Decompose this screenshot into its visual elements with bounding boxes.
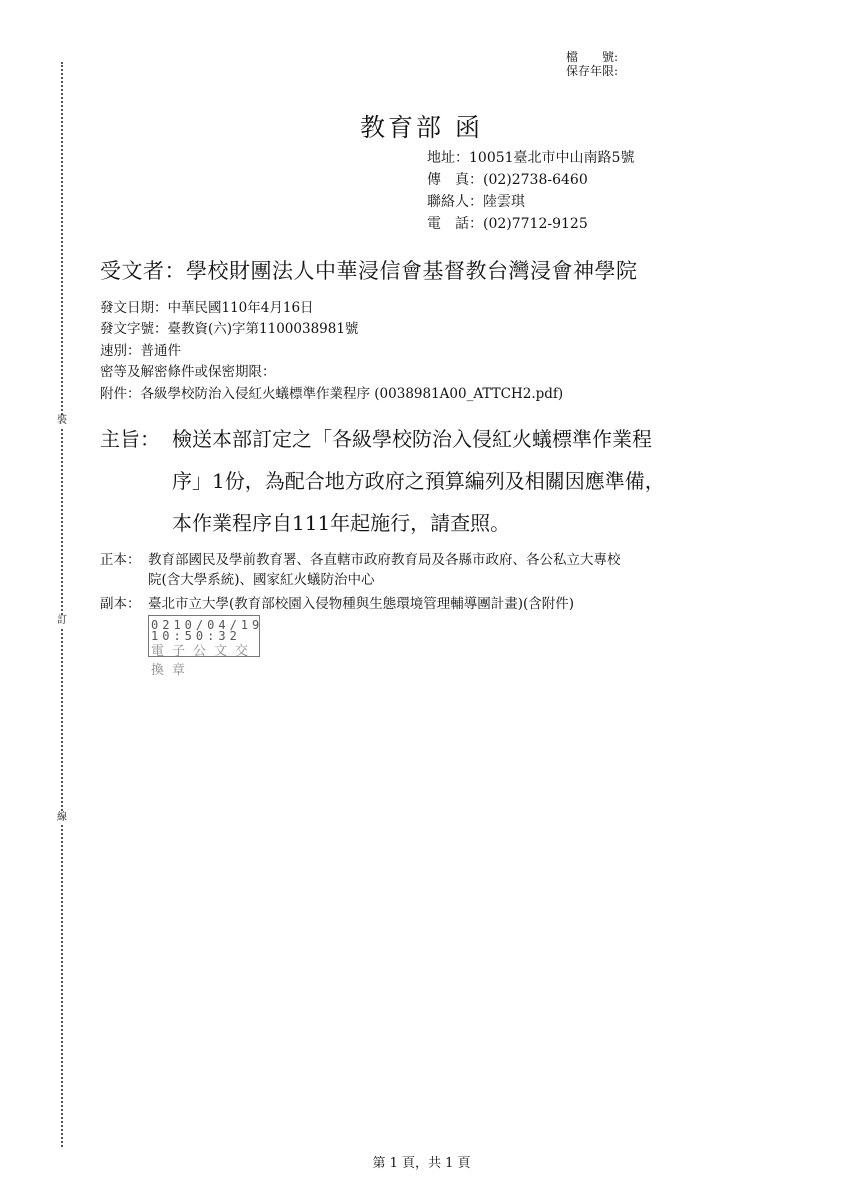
issue-date: 發文日期：中華民國110年4月16日 bbox=[100, 300, 314, 316]
attachment: 附件：各級學校防治入侵紅火蟻標準作業程序 (0038981A00_ATTCH2.pdf) bbox=[100, 386, 564, 402]
document-title: 教育部 函 bbox=[360, 113, 483, 142]
binding-line bbox=[61, 62, 63, 1147]
copy-recipients: 臺北市立大學(教育部校園入侵物種與生態環境管理輔導團計畫)(含附件) bbox=[148, 596, 575, 612]
subject-line-3: 本作業程序自111年起施行，請查照。 bbox=[172, 511, 511, 535]
retention-period-label: 保存年限: bbox=[566, 64, 619, 78]
contact-person: 聯絡人：陸雲琪 bbox=[427, 194, 525, 210]
recipient: 受文者：學校財團法人中華浸信會基督教台灣浸會神學院 bbox=[100, 259, 638, 283]
exchange-stamp bbox=[148, 615, 264, 678]
original-recipients-line-2: 院(含大學系統)、國家紅火蟻防治中心 bbox=[148, 572, 375, 588]
copy-recipients-label: 副本： bbox=[100, 596, 141, 612]
archive-number-label: 檔 號: bbox=[566, 50, 619, 64]
subject-line-1: 檢送本部訂定之「各級學校防治入侵紅火蟻標準作業程 bbox=[172, 427, 652, 451]
binding-mark-middle: 訂 bbox=[57, 615, 67, 626]
security-level: 密等及解密條件或保密期限： bbox=[100, 364, 276, 380]
original-recipients-label: 正本： bbox=[100, 552, 141, 568]
stamp-time: 10:50:32 bbox=[151, 629, 241, 643]
stamp-label: 電子公文交換章 bbox=[151, 644, 257, 678]
binding-mark-top: 裝 bbox=[57, 415, 67, 426]
page-footer: 第 1 頁，共 1 頁 bbox=[372, 1156, 471, 1171]
binding-mark-bottom: 線 bbox=[57, 812, 67, 823]
contact-address: 地址：10051臺北市中山南路5號 bbox=[427, 150, 635, 166]
subject-line-2: 序」1份，為配合地方政府之預算編列及相關因應準備， bbox=[172, 469, 665, 493]
original-recipients-line-1: 教育部國民及學前教育署、各直轄市政府教育局及各縣市政府、各公私立大專校 bbox=[148, 552, 621, 568]
document-number: 發文字號：臺教資(六)字第1100038981號 bbox=[100, 321, 359, 337]
contact-phone: 電 話：(02)7712-9125 bbox=[427, 216, 588, 232]
subject-label: 主旨： bbox=[100, 427, 160, 451]
contact-fax: 傳 真：(02)2738-6460 bbox=[427, 172, 588, 188]
delivery-speed: 速別：普通件 bbox=[100, 343, 181, 359]
stamp-date: 0210/04/19 bbox=[151, 618, 264, 632]
